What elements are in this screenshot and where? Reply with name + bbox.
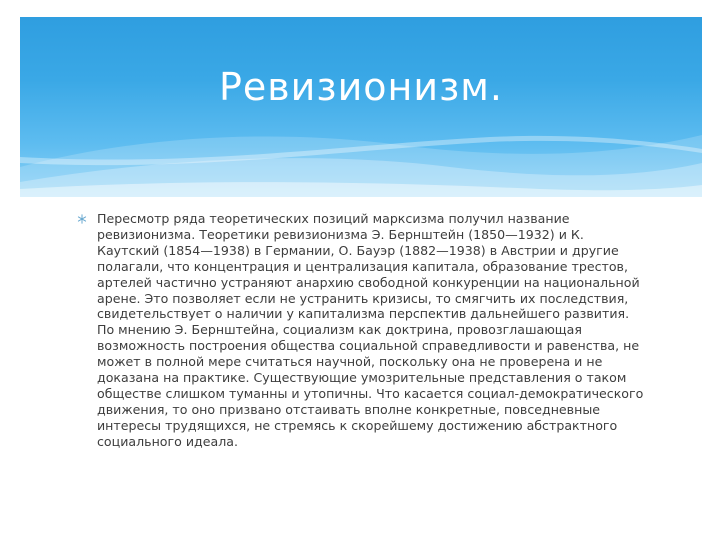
bullet-text: Пересмотр ряда теоретических позиций марксизма получил название ревизионизма. Теоретики ревизионизма Э. Бернштейн (1850—1932) и К. Каутский (1854—1938) в Германии, О. Бауэр (1882—1938) в Австрии и другие полагали, что концентрация и централизация капитала, образование трестов, артелей частично устраняют анархию свободной конкуренции на национальной арене. Это позволяет если не устранить кризисы, то смягчить их последствия, свидетельствует о наличии у капитализма перспектив дальнейшего развития. По мнению Э. Бернштейна, социализм как доктрина, провозглашающая возможность построения общества социальной справедливости и равенства, не может в полной мере считаться научной, поскольку она не проверена и не доказана на практике. Существующие умозрительные представления о таком обществе слишком туманны и утопичны. Что касается социал-демократического движения, то оно призвано отстаивать вполне конкретные, повседневные интересы трудящихся, не стремясь к скорейшему достижению абстрактного социального идеала. (97, 211, 644, 449)
title-banner (20, 17, 702, 197)
slide-title: Ревизионизм. (218, 65, 504, 109)
asterisk-icon (77, 214, 87, 224)
bullet-item (74, 211, 644, 450)
slide-content (74, 211, 644, 450)
